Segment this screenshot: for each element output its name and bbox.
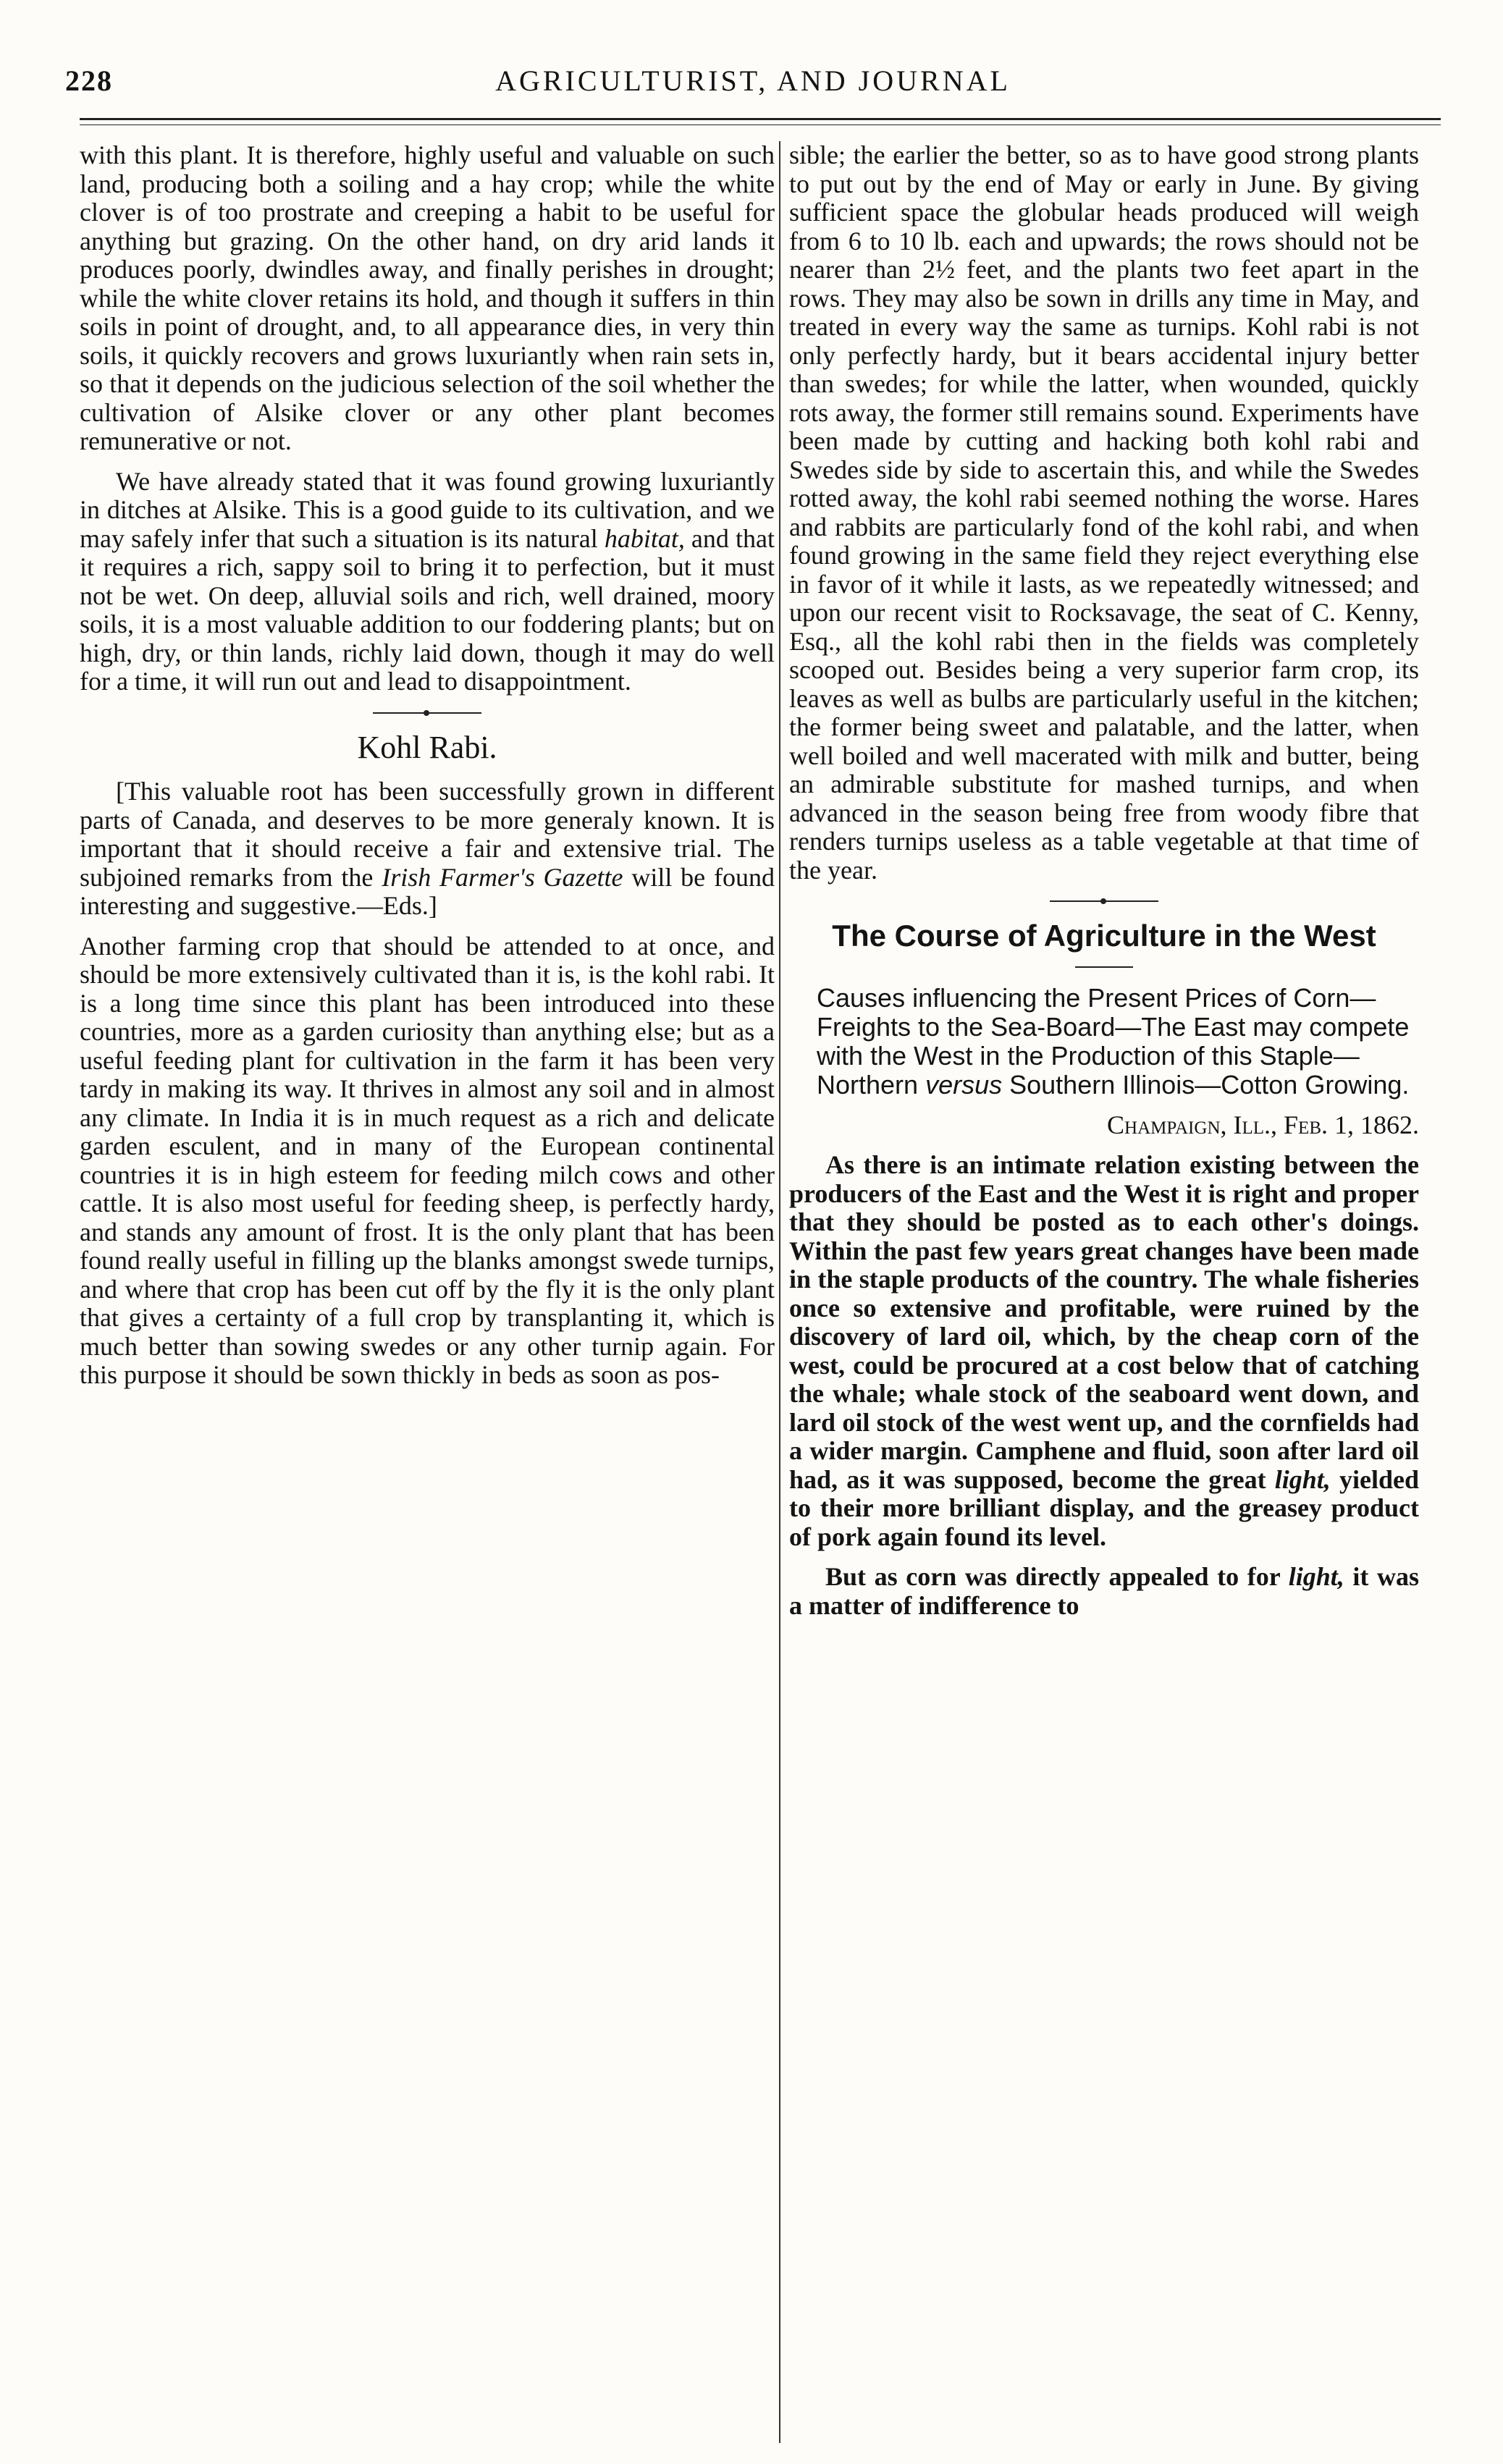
article-subtitle: Causes influencing the Present Prices of Corn—Freights to the Sea-Board—The East may compete with the West in the Production of this Staple—Northern versus Southern Illinois—Cotton Growing.: [817, 982, 1410, 1100]
alsike-paragraph-2: We have already stated that it was found growing luxuriantly in ditches at Alsike. This is a good guide to its cultivation, and we may safely infer that such a situation is its natural habitat, and that it requires a rich, sappy soil to bring it to perfection, but it must not be wet. On deep, alluvial soils and rich, well drained, moory soils, it is a most valuable addition to our foddering plants; but on high, dry, or thin lands, richly laid down, though it may do well for a time, it will run out and lead to disappointment.: [80, 466, 775, 696]
column-divider: [779, 141, 780, 2443]
editor-note: [This valuable root has been successfully grown in different parts of Canada, and deserves to be more generaly known. It is important that it should receive a fair and extensive trial. The subjoined remarks from the Irish Farmer's Gazette will be found interesting and suggestive.—Eds.]: [80, 777, 775, 920]
source-title: Irish Farmer's Gazette: [382, 862, 623, 892]
page-header: [65, 64, 1441, 107]
right-column: [789, 141, 1419, 1632]
header-rule: [80, 118, 1441, 120]
west-paragraph-1: As there is an intimate relation existing between the producers of the East and the West it is right and proper that they should be posted as to each other's doings. Within the past few years great changes have been made in the staple products of the country. The whale fisheries once so extensive and profitable, were ruined by the discovery of lard oil, which, by the cheap corn of the west, could be procured at a cost below that of catching the whale; whale stock of the seaboard went down, and lard oil stock of the west went up, and the cornfields had a wider margin. Camphene and fluid, soon after lard oil had, as it was supposed, become the great light, yielded to their more brilliant display, and the greasey product of pork again found its level.: [789, 1150, 1419, 1551]
kohl-rabi-paragraph-2: sible; the earlier the better, so as to have good strong plants to put out by the end of May or early in June. By giving sufficient space the globular heads produced will weigh from 6 to 10 lb. each and upwards; the rows should not be nearer than 2½ feet, and the plants two feet apart in the rows. They may also be sown in drills any time in May, and treated in every way the same as turnips. Kohl rabi is not only perfectly hardy, but it bears accidental injury better than swedes; for while the latter, when wounded, quickly rots away, the former still remains sound. Experiments have been made by cutting and hacking both kohl rabi and Swedes side by side to ascertain this, and while the Swedes rotted away, the kohl rabi seemed nothing the worse. Hares and rabbits are particularly fond of the kohl rabi, and when found growing in the same field they reject everything else in favor of it while it lasts, as we repeatedly witnessed; and upon our recent visit to Rocksavage, the seat of C. Kenny, Esq., all the kohl rabi then in the fields was completely scooped out. Besides being a very superior farm crop, its leaves as well as bulbs are particularly useful in the kitchen; the former being sweet and palatable, and the latter, when well boiled and well macerated with milk and butter, being an admirable substitute for mashed turnips, and when advanced in the season being free from woody fibre that renders turnips useless as a table vegetable at that time of the year.: [789, 140, 1419, 885]
section-ornament-2: [1050, 900, 1158, 903]
dateline: Champaign, Ill., Feb. 1, 1862.: [1107, 1110, 1419, 1139]
habitat-italic: habitat,: [604, 523, 685, 553]
alsike-paragraph-1: with this plant. It is therefore, highly useful and valuable on such land, producing both a soiling and a hay crop; while the white clover is of too prostrate and creeping a habit to be useful for anything but grazing. On the other hand, on dry arid lands it produces poorly, dwindles away, and finally perishes in drought; while the white clover retains its hold, and though it suffers in thin soils in point of drought, and, to all appearance dies, in very thin soils, it quickly recovers and grows luxuriantly when rain sets in, so that it depends on the judicious selection of the soil whether the cultivation of Alsike clover or any other plant becomes remunerative or not.: [80, 140, 775, 455]
kohl-rabi-paragraph-1: Another farming crop that should be attended to at once, and should be more extensively cultivated than it is, is the kohl rabi. It is a long time since this plant has been introduced into these countries, more as a garden curiosity than anything else; but as a useful feeding plant for cultivation in the farm it has been very tardy in making its way. It thrives in almost any soil and in almost any climate. In India it is in much request as a rich and delicate garden esculent, and in many of the European continental countries it is in high esteem for feeding milch cows and other cattle. It is also most useful for feeding sheep, is perfectly hardy, and stands any amount of frost. It is the only plant that has been found really useful in filling up the blanks amongst swede turnips, and where that crop has been cut off by the fly it is the only plant that gives a certainty of a full crop by transplanting it, which is much better than sowing swedes or any other turnip again. For this purpose it should be sown thickly in beds as soon as pos-: [80, 931, 775, 1389]
course-of-agriculture-heading: The Course of Agriculture in the West: [832, 919, 1376, 953]
short-rule: [1075, 966, 1133, 968]
kohl-rabi-heading: Kohl Rabi.: [357, 729, 497, 765]
west-paragraph-2: But as corn was directly appealed to for light, it was a matter of indifference to: [789, 1562, 1419, 1620]
running-title: AGRICULTURIST, AND JOURNAL: [495, 64, 1011, 97]
section-ornament: [373, 712, 481, 714]
left-column: [80, 141, 775, 1401]
page-number: 228: [65, 64, 113, 97]
